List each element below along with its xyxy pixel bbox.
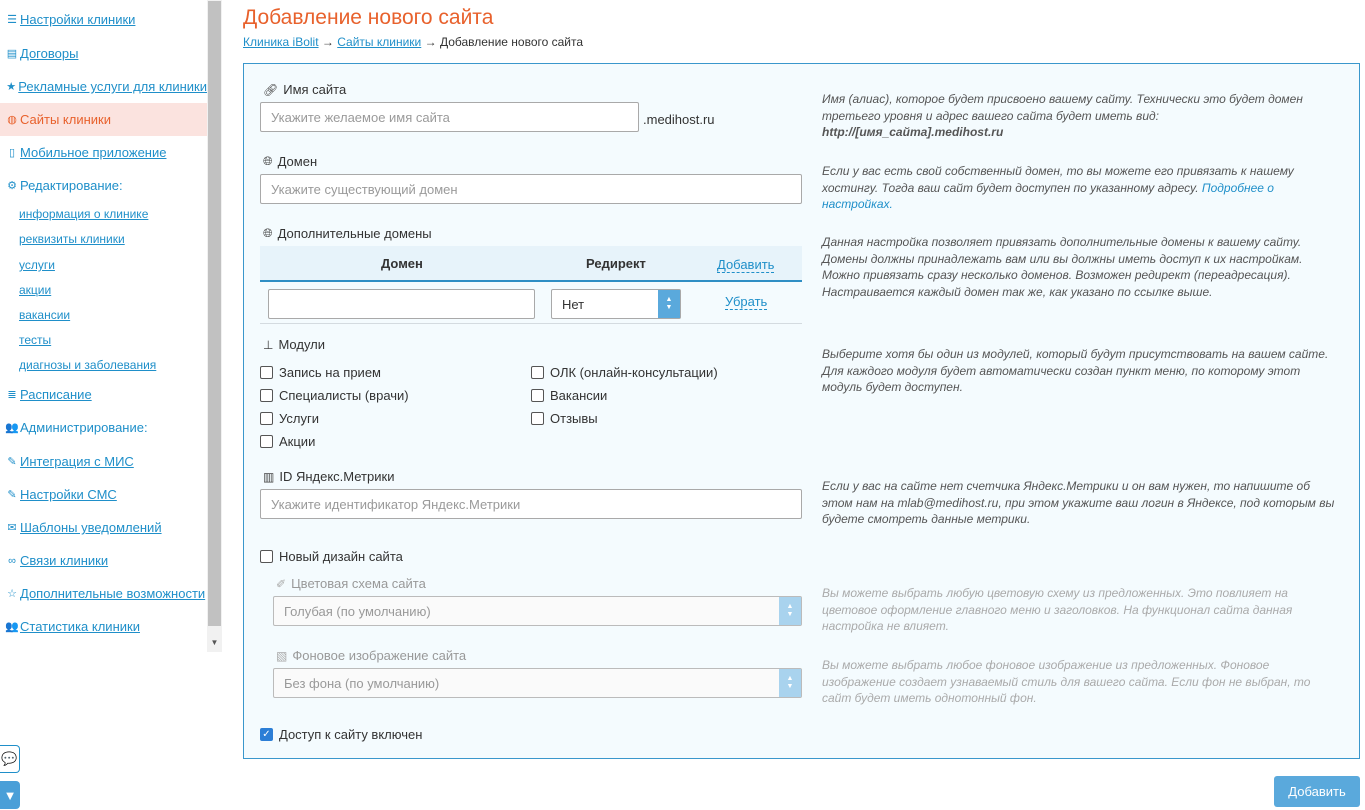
table-header [260,246,802,282]
site-form-panel [243,63,1360,759]
sidebar-item-label: Связи клиники [20,553,109,568]
site-name-input[interactable] [260,102,639,132]
domain-label [263,154,317,169]
breadcrumb-separator: → [424,35,437,49]
domain-help-link[interactable]: Подробнее о настройках. [822,180,1274,211]
checkbox-box[interactable]: ✓ [260,728,273,741]
image-icon: ▧ [276,648,288,663]
domain-label-text: Домен [277,154,318,169]
color-scheme-value: Голубая (по умолчанию) [284,603,431,619]
checkbox-label: Вакансии [550,388,608,403]
extra-domain-input[interactable] [268,289,535,319]
extra-domains-label [263,226,432,241]
sidebar-item-label: Сайты клиники [20,112,112,127]
select-arrows-icon: ▲ ▼ [779,669,801,697]
table-row-divider [260,323,802,324]
color-scheme-label [276,576,426,591]
scrollbar-thumb[interactable] [208,1,221,626]
sidebar-subitem-clinic-info[interactable]: информация о клинике [19,207,149,221]
background-help: Вы можете выбрать любое фоновое изображение из предложенных. Фоновое изображение создает узнаваемый стиль для вашего сайта. Если фон не выбран, то сайт будет иметь однотонный фон. [822,658,1311,705]
envelope-icon: ✉ [7,522,17,534]
brush-icon: ✐ [276,576,287,591]
checkbox-label: Отзывы [550,411,598,426]
globe-icon: 🌐︎ [263,154,273,168]
users-icon: 👥 [5,621,19,633]
users-icon: 👥 [5,422,19,434]
modules-help: Выберите хотя бы один из модулей, который будут присутствовать на вашем сайте. Для каждого модуля будет автоматически создан пункт меню, по которому этот модуль будет доступен. [822,347,1329,394]
module-checkbox-vacancies[interactable] [531,388,607,403]
module-checkbox-reviews[interactable] [531,411,598,426]
add-site-button[interactable]: Добавить [1274,776,1360,807]
document-icon: ▤ [6,48,18,60]
sidebar-item-label: Мобильное приложение [20,145,167,160]
sidebar-item-sms-settings[interactable] [0,478,207,511]
site-name-suffix: .medihost.ru [643,112,715,127]
chat-button[interactable] [0,745,20,773]
background-select[interactable] [273,668,802,698]
sidebar-subitem-promotions[interactable]: акции [19,283,52,297]
globe-icon: ◍ [7,114,17,126]
collapse-button[interactable] [0,781,20,809]
sidebar-item-label: Статистика клиники [20,619,140,634]
breadcrumb-current: Добавление нового сайта [439,35,584,49]
gears-icon: ⚙ [7,180,17,192]
sidebar-item-mobile-app[interactable] [0,136,207,169]
sidebar-item-label: Администрирование: [20,420,148,435]
breadcrumb-clinic[interactable]: Клиника iBolit [243,35,319,49]
sidebar-subitem-tests[interactable]: тесты [19,333,52,347]
redirect-select-value: Нет [562,296,585,312]
module-checkbox-promotions[interactable] [260,434,315,449]
checkbox-label: Специалисты (врачи) [279,388,409,403]
checkbox-box[interactable] [260,412,273,425]
sidebar-subitem-services[interactable]: услуги [19,258,55,272]
sidebar-item-label: Редактирование: [20,178,123,193]
sidebar [0,0,207,650]
sidebar-subitem-vacancies[interactable]: вакансии [19,308,71,322]
link-icon: 🔗︎ [263,82,279,97]
globe-icon: 🌐︎ [263,226,273,240]
extra-domains-help: Данная настройка позволяет привязать дополнительные домены к вашему сайту. Домены должны принадлежать вам или вы должны иметь доступ к их настройкам. Можно привязать сразу несколько доменов. Возможен редирект (переадресация). Настраивается каждый домен так же, как указано по ссылке выше. [822,235,1303,299]
checkbox-label: Доступ к сайту включен [279,727,423,742]
checkbox-label: Услуги [279,411,319,426]
page-title: Добавление нового сайта [243,6,494,29]
sidebar-subitem-diagnoses[interactable]: диагнозы и заболевания [19,358,157,372]
bar-chart-icon: ▥ [263,469,275,484]
color-scheme-help: Вы можете выбрать любую цветовую схему из предложенных. Это повлияет на цветовое оформление главного меню и заголовков. На функционал сайта данная настройка не влияет. [822,586,1293,633]
module-checkbox-services[interactable] [260,411,319,426]
redirect-select[interactable] [551,289,681,319]
breadcrumb [243,35,583,49]
sidebar-item-label: Настройки клиники [20,12,136,27]
sidebar-item-contracts[interactable] [0,37,207,70]
background-value: Без фона (по умолчанию) [284,675,440,691]
module-checkbox-specialists[interactable] [260,388,409,403]
checkbox-box[interactable] [531,366,544,379]
remove-domain-button[interactable]: Убрать [725,294,768,309]
sidebar-item-clinic-sites[interactable] [0,103,207,136]
metrika-help: Если у вас на сайте нет счетчика Яндекс.Метрики и он вам нужен, то напишите об этом нам на mlab@medihost.ru, при этом укажите ваш логин в Яндексе, под которым вы будете смотреть данные метрики. [822,479,1335,526]
list-icon: ≣ [7,389,17,401]
checkbox-label: Новый дизайн сайта [279,549,403,564]
site-name-label [263,82,346,97]
background-label [276,648,466,663]
checkbox-label: ОЛК (онлайн-консультации) [550,365,718,380]
sidebar-item-ad-services[interactable] [0,70,207,103]
add-domain-button[interactable]: Добавить [717,257,775,272]
sidebar-item-notification-templates[interactable] [0,511,207,544]
sidebar-item-clinic-links[interactable] [0,544,207,577]
sidebar-item-clinic-settings[interactable] [0,3,207,36]
sidebar-item-label: Шаблоны уведомлений [20,520,162,535]
star-outline-icon: ☆ [7,588,17,600]
mobile-icon: ▯ [8,147,16,159]
metrika-label-text: ID Яндекс.Метрики [279,469,395,484]
breadcrumb-sites[interactable]: Сайты клиники [337,35,422,49]
sitemap-icon: ⊥ [263,337,274,352]
scroll-down-arrow-icon[interactable]: ▼ [210,638,219,647]
domain-help-text: Если у вас есть свой собственный домен, то вы можете его привязать к нашему хостингу. Тогда ваш сайт будет доступен по указанному адресу. [822,164,1294,195]
checkbox-box[interactable] [260,389,273,402]
sidebar-item-label: Рекламные услуги для клиники [18,79,207,94]
plug-icon: ✎ [7,489,17,501]
sidebar-item-extra-features[interactable] [0,577,207,610]
checkbox-box[interactable] [531,412,544,425]
chevron-down-icon: ▼ [3,787,17,803]
domain-help [822,163,1342,213]
modules-label [263,337,325,352]
checkbox-box[interactable] [260,366,273,379]
sidebar-item-schedule[interactable] [0,378,207,411]
extra-domains-label-text: Дополнительные домены [277,226,432,241]
sidebar-item-label: Настройки СМС [20,487,117,502]
sidebar-item-administration [0,411,207,444]
metrika-label [263,469,394,484]
domain-input[interactable] [260,174,802,204]
sidebar-subitem-clinic-requisites[interactable]: реквизиты клиники [19,232,125,246]
site-name-help [822,91,1342,141]
new-design-checkbox[interactable] [260,549,403,564]
checkbox-label: Запись на прием [279,365,381,380]
sidebar-item-label: Дополнительные возможности [20,586,206,601]
checkbox-box[interactable] [260,435,273,448]
metrika-id-input[interactable] [260,489,802,519]
star-icon: ★ [6,81,17,93]
modules-label-text: Модули [278,337,326,352]
background-label-text: Фоновое изображение сайта [292,648,467,663]
sidebar-item-label: Расписание [20,387,92,402]
site-access-checkbox[interactable] [260,727,422,742]
site-name-help-url: http://[имя_сайта].medihost.ru [822,125,1004,139]
sidebar-scrollbar[interactable] [207,0,222,652]
color-scheme-label-text: Цветовая схема сайта [291,576,426,591]
module-checkbox-online-consult[interactable] [531,365,718,380]
breadcrumb-separator: → [321,35,334,49]
column-header-domain: Домен [381,256,423,271]
sidebar-item-editing [0,169,207,202]
link-icon: ∞ [8,554,16,567]
sidebar-item-label: Интеграция с МИС [20,454,134,469]
module-checkbox-appointment[interactable] [260,365,381,380]
checkbox-label: Акции [279,434,316,449]
sliders-icon: ☰ [7,14,17,26]
checkbox-box[interactable] [260,550,273,563]
sidebar-item-mis-integration[interactable] [0,445,207,478]
checkbox-box[interactable] [531,389,544,402]
site-name-label-text: Имя сайта [283,82,347,97]
select-arrows-icon: ▲ ▼ [658,290,680,318]
site-name-help-text: Имя (алиас), которое будет присвоено вашему сайту. Технически это будет домен третьего уровня и адрес вашего сайта будет иметь вид: [822,92,1303,123]
sidebar-item-clinic-statistics[interactable] [0,610,207,643]
color-scheme-select[interactable] [273,596,802,626]
plug-icon: ✎ [7,456,17,468]
select-arrows-icon: ▲ ▼ [779,597,801,625]
chat-icon: 💬 [1,751,18,766]
sidebar-item-label: Договоры [20,46,79,61]
column-header-redirect: Редирект [586,256,646,271]
